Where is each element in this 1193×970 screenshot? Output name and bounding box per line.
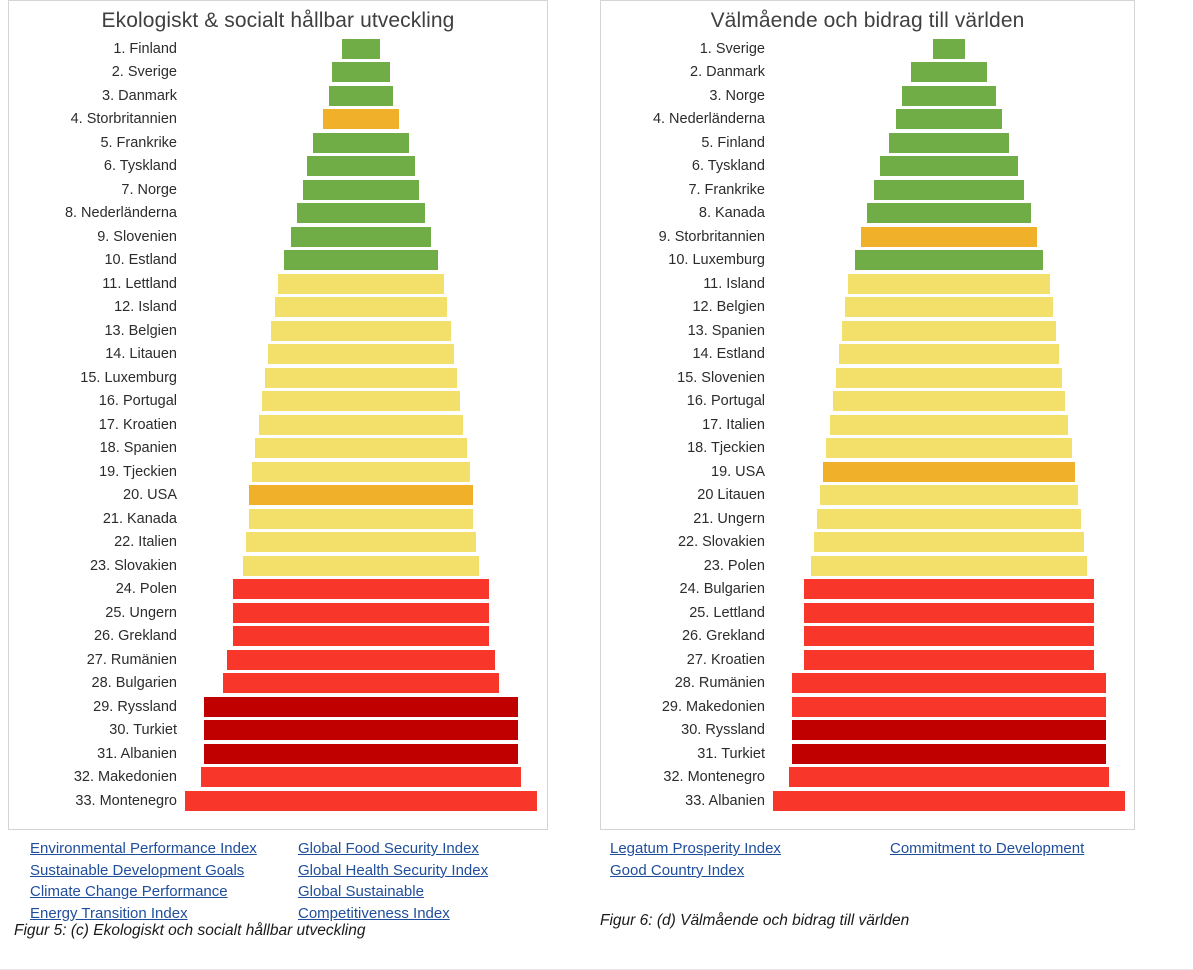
chart-row-label: 4. Nederländerna [652, 111, 765, 128]
chart-row [13, 484, 543, 508]
chart-row-label: 13. Belgien [104, 322, 177, 339]
chart-bar [823, 462, 1074, 482]
chart-row-label: 9. Slovenien [97, 228, 177, 245]
chart-row-label: 4. Storbritannien [70, 111, 177, 128]
chart-row-track [185, 719, 543, 743]
chart-row-track [773, 578, 1130, 602]
chart-row-label: 7. Norge [121, 181, 177, 198]
chart-row-track [773, 742, 1130, 766]
chart-row-track [185, 672, 543, 696]
chart-bar [204, 697, 518, 717]
chart-row [13, 672, 543, 696]
chart-row [13, 719, 543, 743]
sources-column-2 [298, 838, 548, 924]
chart-row-track [185, 366, 543, 390]
chart-bar [249, 509, 473, 529]
chart-bar [271, 321, 450, 341]
chart-row [13, 108, 543, 132]
chart-row-label: 9. Storbritannien [658, 228, 765, 245]
chart-row-label: 21. Kanada [102, 510, 177, 527]
figure-left-caption: Figur 5: (c) Ekologiskt och socialt hållbar utveckling [14, 922, 366, 939]
chart-bar [842, 321, 1056, 341]
chart-row [605, 531, 1130, 555]
chart-bar [259, 415, 464, 435]
chart-row-track [773, 84, 1130, 108]
source-link[interactable]: Sustainable Development Goals [30, 861, 245, 879]
chart-row-label: 20. USA [123, 487, 177, 504]
chart-row-track [773, 625, 1130, 649]
chart-row [605, 695, 1130, 719]
chart-bar [268, 344, 454, 364]
chart-row-track [773, 272, 1130, 296]
chart-left-title: Ekologiskt & socialt hållbar utveckling [101, 9, 455, 32]
source-link[interactable]: Competitiveness Index [298, 904, 450, 922]
chart-row [13, 37, 543, 61]
chart-row-label: 17. Italien [702, 416, 765, 433]
chart-row-label: 20 Litauen [697, 487, 765, 504]
chart-row [605, 296, 1130, 320]
chart-row-label: 27. Kroatien [686, 651, 765, 668]
chart-row-label: 32. Makedonien [73, 769, 177, 786]
chart-row [605, 178, 1130, 202]
chart-row-track [773, 601, 1130, 625]
chart-bar [313, 133, 409, 153]
chart-bar [773, 791, 1125, 811]
chart-row-track [185, 601, 543, 625]
chart-row [605, 390, 1130, 414]
chart-row-label: 31. Albanien [97, 745, 177, 762]
chart-row-label: 22. Italien [114, 534, 177, 551]
chart-row-label: 13. Spanien [687, 322, 765, 339]
chart-row-track [185, 648, 543, 672]
chart-row [13, 648, 543, 672]
chart-row [605, 719, 1130, 743]
chart-row-label: 1. Finland [113, 40, 177, 57]
chart-row-label: 18. Tjeckien [687, 440, 765, 457]
chart-left [8, 0, 548, 830]
chart-row [13, 578, 543, 602]
chart-row-track [773, 672, 1130, 696]
chart-row-track [185, 766, 543, 790]
chart-row [605, 437, 1130, 461]
chart-row [13, 437, 543, 461]
chart-row-track [773, 155, 1130, 179]
chart-row-label: 3. Norge [709, 87, 765, 104]
chart-bar [845, 297, 1052, 317]
chart-bar [284, 250, 438, 270]
chart-bar [249, 485, 473, 505]
chart-row [605, 507, 1130, 531]
chart-bar [861, 227, 1037, 247]
chart-bar [811, 556, 1088, 576]
figure-left [8, 0, 556, 939]
chart-bar [223, 673, 498, 693]
chart-row-track [773, 413, 1130, 437]
chart-row-label: 10. Estland [104, 252, 177, 269]
chart-bar [227, 650, 496, 670]
chart-row-track [773, 202, 1130, 226]
chart-row-track [773, 108, 1130, 132]
chart-row [13, 766, 543, 790]
chart-row-track [773, 554, 1130, 578]
chart-row [13, 343, 543, 367]
chart-bar [233, 603, 489, 623]
chart-row-label: 3. Danmark [102, 87, 177, 104]
chart-row-track [773, 460, 1130, 484]
chart-row-label: 5. Frankrike [100, 134, 177, 151]
chart-row-label: 10. Luxemburg [668, 252, 765, 269]
chart-bar [323, 109, 400, 129]
chart-row-track [185, 789, 543, 813]
chart-row-label: 21. Ungern [693, 510, 765, 527]
chart-row-label: 18. Spanien [99, 440, 177, 457]
chart-row [605, 366, 1130, 390]
chart-bar [902, 86, 996, 106]
chart-bar [933, 39, 964, 59]
chart-bar [826, 438, 1071, 458]
chart-bar [246, 532, 476, 552]
chart-bar [880, 156, 1018, 176]
chart-row-label: 8. Kanada [698, 205, 765, 222]
chart-row-track [773, 178, 1130, 202]
chart-row [13, 178, 543, 202]
chart-row [605, 155, 1130, 179]
chart-row-track [773, 390, 1130, 414]
source-link[interactable]: Energy Transition Index [30, 904, 188, 922]
chart-left-sources [8, 838, 556, 924]
chart-row-label: 11. Island [703, 275, 765, 292]
chart-row-label: 30. Ryssland [681, 722, 765, 739]
chart-row [13, 272, 543, 296]
chart-row-label: 26. Grekland [93, 628, 177, 645]
chart-row [605, 742, 1130, 766]
chart-row-label: 33. Montenegro [75, 792, 177, 809]
chart-row [13, 131, 543, 155]
chart-row [605, 343, 1130, 367]
chart-row-track [185, 695, 543, 719]
chart-row-track [185, 319, 543, 343]
chart-row-label: 8. Nederländerna [64, 205, 177, 222]
chart-row-label: 25. Ungern [105, 604, 177, 621]
chart-row [605, 672, 1130, 696]
chart-row-label: 7. Frankrike [688, 181, 765, 198]
chart-row-track [185, 249, 543, 273]
chart-row [605, 601, 1130, 625]
chart-row-track [185, 296, 543, 320]
chart-bar [332, 62, 390, 82]
source-link[interactable]: Commitment to Development [890, 840, 1085, 857]
chart-row-label: 19. Tjeckien [99, 463, 177, 480]
chart-row-label: 23. Polen [703, 557, 765, 574]
chart-row [605, 131, 1130, 155]
chart-row-track [773, 343, 1130, 367]
chart-row-label: 28. Rumänien [674, 675, 765, 692]
chart-row-track [773, 695, 1130, 719]
chart-row-track [185, 61, 543, 85]
chart-row [605, 484, 1130, 508]
chart-row-track [185, 437, 543, 461]
chart-row [13, 742, 543, 766]
chart-row [605, 789, 1130, 813]
chart-row-track [185, 484, 543, 508]
chart-row [605, 625, 1130, 649]
chart-row [605, 460, 1130, 484]
chart-row-label: 14. Estland [692, 346, 765, 363]
source-link[interactable]: Good Country Index [610, 861, 745, 879]
chart-row-label: 11. Lettland [102, 275, 177, 292]
chart-row-track [185, 155, 543, 179]
chart-row-track [185, 108, 543, 132]
chart-row-label: 29. Ryssland [93, 698, 177, 715]
chart-row-track [185, 37, 543, 61]
sources-column-1 [600, 838, 890, 881]
chart-row [605, 554, 1130, 578]
chart-bar [329, 86, 393, 106]
chart-row [13, 625, 543, 649]
chart-row-label: 12. Island [114, 299, 177, 316]
chart-bar [817, 509, 1081, 529]
chart-row-track [773, 531, 1130, 555]
chart-row-label: 24. Bulgarien [679, 581, 765, 598]
chart-row [13, 225, 543, 249]
chart-row-track [185, 178, 543, 202]
chart-row-track [773, 319, 1130, 343]
chart-row-track [773, 437, 1130, 461]
figure-left-caption-wrap [8, 918, 365, 940]
chart-bar [233, 626, 489, 646]
chart-row-label: 12. Belgien [692, 299, 765, 316]
chart-row-track [773, 719, 1130, 743]
chart-bar [204, 720, 518, 740]
chart-row-track [185, 531, 543, 555]
source-link[interactable]: Climate Change Performance [30, 883, 228, 900]
chart-row-track [185, 578, 543, 602]
chart-row [605, 578, 1130, 602]
chart-row-label: 6. Tyskland [103, 158, 177, 175]
chart-row-track [185, 131, 543, 155]
chart-row [13, 695, 543, 719]
chart-row-label: 1. Sverige [699, 40, 765, 57]
chart-row-label: 25. Lettland [689, 604, 765, 621]
chart-row [605, 37, 1130, 61]
chart-bar [814, 532, 1084, 552]
chart-bar [201, 767, 521, 787]
chart-row-track [185, 625, 543, 649]
figure-right-caption: Figur 6: (d) Välmående och bidrag till världen [600, 912, 910, 929]
chart-bar [255, 438, 466, 458]
chart-row-label: 22. Slovakien [677, 534, 765, 551]
chart-row [605, 319, 1130, 343]
chart-row [13, 601, 543, 625]
chart-row-label: 27. Rumänien [86, 651, 177, 668]
chart-row-track [773, 648, 1130, 672]
chart-row-track [773, 789, 1130, 813]
chart-bar [804, 603, 1093, 623]
chart-row-track [185, 272, 543, 296]
chart-row [605, 648, 1130, 672]
chart-row-label: 5. Finland [701, 134, 765, 151]
chart-bar [278, 274, 444, 294]
chart-row [13, 554, 543, 578]
chart-row-track [185, 413, 543, 437]
chart-row-label: 15. Slovenien [677, 369, 765, 386]
chart-bar [792, 744, 1106, 764]
chart-row [605, 272, 1130, 296]
chart-row-label: 31. Turkiet [697, 745, 765, 762]
chart-row [13, 460, 543, 484]
chart-row-label: 6. Tyskland [691, 158, 765, 175]
chart-bar [889, 133, 1008, 153]
chart-row-track [185, 390, 543, 414]
chart-row [13, 319, 543, 343]
chart-bar [291, 227, 432, 247]
chart-row [13, 249, 543, 273]
chart-row-track [773, 296, 1130, 320]
chart-bar [252, 462, 470, 482]
chart-bar [792, 673, 1106, 693]
chart-row-label: 16. Portugal [98, 393, 177, 410]
chart-bar [833, 391, 1066, 411]
chart-right [600, 0, 1135, 830]
chart-row [605, 225, 1130, 249]
chart-bar [867, 203, 1030, 223]
chart-row [605, 249, 1130, 273]
chart-row [13, 507, 543, 531]
chart-bar [233, 579, 489, 599]
chart-row [13, 413, 543, 437]
chart-row-label: 32. Montenegro [663, 769, 765, 786]
chart-bar [262, 391, 460, 411]
sources-column-1 [8, 838, 298, 924]
sources-column-2 [890, 838, 1130, 860]
chart-row-track [773, 249, 1130, 273]
chart-row [13, 531, 543, 555]
chart-bar [275, 297, 448, 317]
chart-bar [303, 180, 418, 200]
chart-row-track [773, 484, 1130, 508]
chart-row [13, 789, 543, 813]
chart-row-label: 19. USA [711, 463, 765, 480]
chart-row-label: 16. Portugal [686, 393, 765, 410]
chart-row-label: 2. Sverige [111, 64, 177, 81]
chart-right-title: Välmående och bidrag till världen [710, 9, 1025, 32]
chart-row [13, 202, 543, 226]
chart-bar [820, 485, 1078, 505]
chart-bar [804, 626, 1093, 646]
chart-bar [185, 791, 537, 811]
chart-bar [789, 767, 1110, 787]
chart-row-track [185, 202, 543, 226]
chart-bar [804, 579, 1093, 599]
chart-row-track [773, 366, 1130, 390]
chart-row [13, 61, 543, 85]
chart-bar [848, 274, 1049, 294]
chart-bar [874, 180, 1025, 200]
chart-row-label: 15. Luxemburg [80, 369, 177, 386]
chart-row [605, 413, 1130, 437]
source-link[interactable]: Global Sustainable [298, 883, 424, 900]
chart-row-track [773, 131, 1130, 155]
source-link[interactable]: Legatum Prosperity Index [610, 840, 781, 857]
chart-row-label: 29. Makedonien [661, 698, 765, 715]
chart-row-track [185, 84, 543, 108]
chart-row [605, 84, 1130, 108]
chart-bar [792, 720, 1106, 740]
chart-row-label: 2. Danmark [690, 64, 765, 81]
chart-row-track [773, 61, 1130, 85]
chart-row-label: 30. Turkiet [109, 722, 177, 739]
source-link[interactable]: Global Food Security Index [298, 840, 479, 857]
chart-row-track [773, 225, 1130, 249]
chart-row-label: 14. Litauen [105, 346, 177, 363]
chart-row [13, 155, 543, 179]
chart-bar [830, 415, 1069, 435]
chart-right-rows [601, 37, 1134, 813]
chart-row-track [185, 343, 543, 367]
chart-row [605, 108, 1130, 132]
chart-right-sources [600, 838, 1140, 881]
chart-bar [855, 250, 1044, 270]
chart-bar [297, 203, 425, 223]
figure-right-caption-wrap [600, 908, 909, 930]
chart-bar [792, 697, 1106, 717]
figure-right [600, 0, 1140, 929]
chart-row-label: 33. Albanien [685, 792, 765, 809]
chart-row-track [773, 766, 1130, 790]
chart-bar [265, 368, 457, 388]
chart-bar [911, 62, 986, 82]
chart-row-label: 17. Kroatien [98, 416, 177, 433]
chart-row-label: 28. Bulgarien [91, 675, 177, 692]
chart-bar [839, 344, 1059, 364]
chart-bar [243, 556, 480, 576]
chart-bar [804, 650, 1093, 670]
chart-left-rows [9, 37, 547, 813]
chart-row-label: 26. Grekland [681, 628, 765, 645]
chart-bar [307, 156, 416, 176]
chart-row-track [773, 507, 1130, 531]
chart-row-track [773, 37, 1130, 61]
chart-row-label: 24. Polen [115, 581, 177, 598]
chart-row [605, 202, 1130, 226]
chart-row [605, 61, 1130, 85]
chart-bar [896, 109, 1003, 129]
chart-row [13, 390, 543, 414]
chart-row-track [185, 742, 543, 766]
chart-row-track [185, 554, 543, 578]
source-link[interactable]: Global Health Security Index [298, 861, 489, 879]
source-link[interactable]: Environmental Performance Index [30, 840, 257, 857]
chart-row-track [185, 507, 543, 531]
chart-row [13, 84, 543, 108]
chart-bar [836, 368, 1062, 388]
chart-bar [204, 744, 518, 764]
chart-row-track [185, 460, 543, 484]
chart-row-label: 23. Slovakien [89, 557, 177, 574]
chart-bar [342, 39, 380, 59]
chart-row [13, 366, 543, 390]
chart-row [13, 296, 543, 320]
chart-row-track [185, 225, 543, 249]
chart-row [605, 766, 1130, 790]
